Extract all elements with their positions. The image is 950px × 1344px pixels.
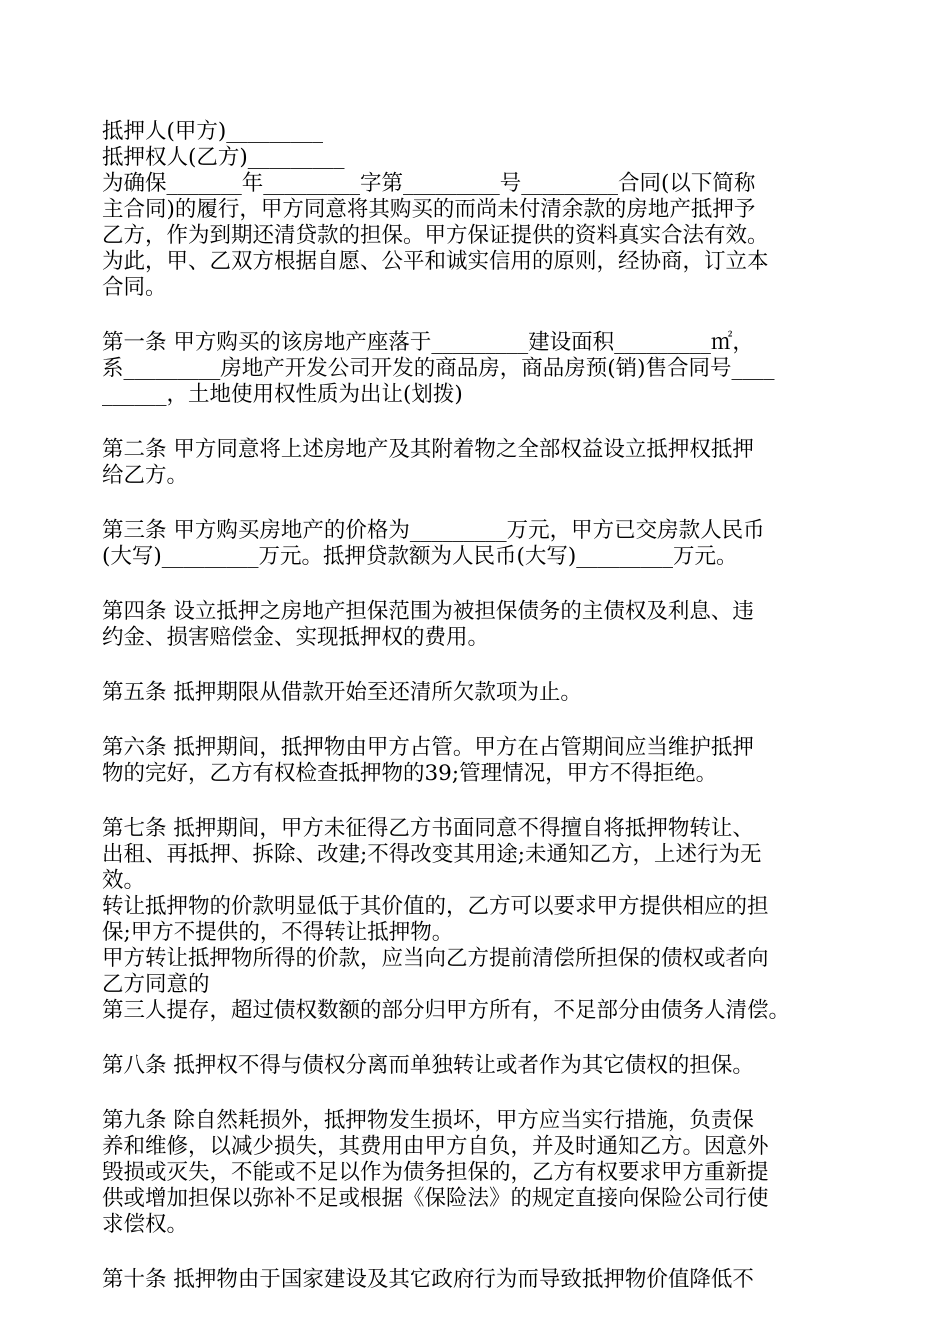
article-line: 第一条 甲方购买的该房地产座落于_________建设面积_________㎡， bbox=[102, 330, 754, 355]
preamble-line: 为确保_______年_________字第_________号_________合同(以下简称 bbox=[102, 171, 756, 196]
preamble-line: 主合同)的履行，甲方同意将其购买的而尚未付清余款的房地产抵押予 bbox=[102, 197, 756, 222]
preamble bbox=[102, 171, 862, 301]
article-line: 求偿权。 bbox=[102, 1212, 189, 1237]
article-line: 第十条 抵押物由于国家建设及其它政府行为而导致抵押物价值降低不 bbox=[102, 1267, 754, 1292]
article-line: (大写)_________万元。抵押贷款额为人民币(大写)_________万元。 bbox=[102, 544, 738, 569]
article-line: 转让抵押物的价款明显低于其价值的，乙方可以要求甲方提供相应的担 bbox=[102, 894, 769, 919]
article-line: ______，土地使用权性质为出让(划拨) bbox=[102, 382, 463, 407]
article-line: 第九条 除自然耗损外，抵押物发生损坏，甲方应当实行措施，负责保 bbox=[102, 1108, 754, 1133]
article-2 bbox=[102, 437, 862, 489]
article-line: 第三人提存，超过债权数额的部分归甲方所有，不足部分由债务人清偿。 bbox=[102, 998, 791, 1023]
article-line: 第五条 抵押期限从借款开始至还清所欠款项为止。 bbox=[102, 680, 582, 705]
article-3 bbox=[102, 518, 862, 570]
article-line: 养和维修，以减少损失，其费用由甲方自负，并及时通知乙方。因意外 bbox=[102, 1134, 769, 1159]
contract-document bbox=[102, 119, 862, 1293]
article-line: 约金、损害赔偿金、实现抵押权的费用。 bbox=[102, 625, 490, 650]
article-line: 第二条 甲方同意将上述房地产及其附着物之全部权益设立抵押权抵押 bbox=[102, 437, 754, 462]
article-1 bbox=[102, 330, 862, 408]
preamble-line: 为此，甲、乙双方根据自愿、公平和诚实信用的原则，经协商，订立本 bbox=[102, 249, 769, 274]
article-line: 供或增加担保以弥补不足或根据《保险法》的规定直接向保险公司行使 bbox=[102, 1186, 769, 1211]
article-line: 系_________房地产开发公司开发的商品房，商品房预(销)售合同号____ bbox=[102, 356, 775, 381]
article-5 bbox=[102, 680, 862, 706]
article-7 bbox=[102, 816, 862, 1024]
mortgagor-line: 抵押人(甲方)_________ bbox=[102, 119, 324, 144]
article-line: 保;甲方不提供的，不得转让抵押物。 bbox=[102, 920, 454, 945]
article-line: 出租、再抵押、拆除、改建;不得改变其用途;未通知乙方，上述行为无 bbox=[102, 842, 762, 867]
article-line: 给乙方。 bbox=[102, 463, 189, 488]
preamble-line: 合同。 bbox=[102, 275, 167, 300]
article-line: 第六条 抵押期间，抵押物由甲方占管。甲方在占管期间应当维护抵押 bbox=[102, 735, 754, 760]
article-4 bbox=[102, 599, 862, 651]
article-line: 第七条 抵押期间，甲方未征得乙方书面同意不得擅自将抵押物转让、 bbox=[102, 816, 754, 841]
article-line: 效。 bbox=[102, 868, 146, 893]
article-8 bbox=[102, 1053, 862, 1079]
preamble-line: 乙方，作为到期还清贷款的担保。甲方保证提供的资料真实合法有效。 bbox=[102, 223, 769, 248]
article-10 bbox=[102, 1267, 862, 1293]
article-6 bbox=[102, 735, 862, 787]
article-line: 物的完好，乙方有权检查抵押物的39;管理情况，甲方不得拒绝。 bbox=[102, 761, 718, 786]
article-line: 第三条 甲方购买房地产的价格为_________万元，甲方已交房款人民币 bbox=[102, 518, 765, 543]
article-line: 乙方同意的 bbox=[102, 972, 210, 997]
article-line: 第八条 抵押权不得与债权分离而单独转让或者作为其它债权的担保。 bbox=[102, 1053, 754, 1078]
article-line: 甲方转让抵押物所得的价款，应当向乙方提前清偿所担保的债权或者向 bbox=[102, 946, 769, 971]
article-9 bbox=[102, 1108, 862, 1238]
article-line: 第四条 设立抵押之房地产担保范围为被担保债务的主债权及利息、违 bbox=[102, 599, 754, 624]
article-line: 毁损或灭失，不能或不足以作为债务担保的，乙方有权要求甲方重新提 bbox=[102, 1160, 769, 1185]
mortgagee-line: 抵押权人(乙方)_________ bbox=[102, 145, 345, 170]
